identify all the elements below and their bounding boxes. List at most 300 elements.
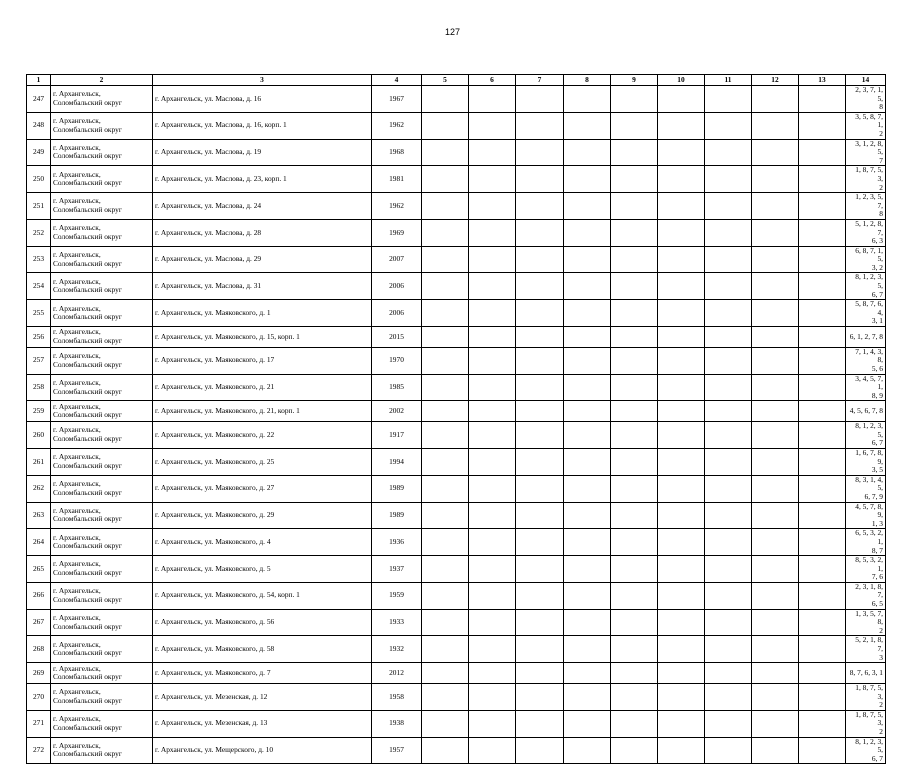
- codes-cell: [846, 166, 886, 193]
- empty-cell-col-8: [564, 347, 611, 374]
- empty-cell-col-13: [799, 300, 846, 327]
- empty-cell-col-9: [611, 609, 658, 636]
- address-cell: г. Архангельск, ул. Маяковского, д. 29: [153, 502, 372, 529]
- row-number: 252: [27, 219, 51, 246]
- table-row: [27, 556, 886, 583]
- year-cell: 1932: [372, 636, 422, 663]
- empty-cell-col-6: [469, 684, 516, 711]
- table-row: [27, 347, 886, 374]
- empty-cell-col-7: [516, 86, 564, 113]
- empty-cell-col-12: [752, 374, 799, 401]
- empty-cell-col-10: [658, 112, 705, 139]
- empty-cell-col-10: [658, 300, 705, 327]
- empty-cell-col-7: [516, 609, 564, 636]
- district-line: Соломбальский округ: [53, 514, 122, 524]
- table-row: [27, 475, 886, 502]
- row-number: 270: [27, 684, 51, 711]
- empty-cell-col-12: [752, 166, 799, 193]
- empty-cell-col-5: [422, 556, 469, 583]
- row-number: 268: [27, 636, 51, 663]
- codes-line: 3: [879, 652, 883, 662]
- empty-cell-col-9: [611, 556, 658, 583]
- empty-cell-col-5: [422, 166, 469, 193]
- codes-cell: [846, 663, 886, 684]
- empty-cell-col-5: [422, 347, 469, 374]
- empty-cell-col-7: [516, 663, 564, 684]
- empty-cell-col-11: [705, 684, 752, 711]
- empty-cell-col-10: [658, 737, 705, 764]
- empty-cell-col-5: [422, 475, 469, 502]
- district-cell: [51, 273, 153, 300]
- codes-line: 6, 7: [871, 753, 883, 763]
- district-line: Соломбальский округ: [53, 178, 122, 188]
- year-cell: 2006: [372, 273, 422, 300]
- year-cell: 1989: [372, 502, 422, 529]
- district-line: г. Архангельск,: [53, 612, 101, 622]
- codes-line: 2, 3, 1, 8, 7,: [855, 582, 883, 600]
- address-cell: г. Архангельск, ул. Маслова, д. 24: [153, 193, 372, 220]
- row-number: 266: [27, 582, 51, 609]
- column-header-14: 14: [846, 75, 886, 86]
- codes-cell: [846, 475, 886, 502]
- codes-line: 3, 4, 5, 7, 1,: [855, 374, 883, 392]
- codes-cell: [846, 246, 886, 273]
- district-line: Соломбальский округ: [53, 335, 122, 345]
- empty-cell-col-10: [658, 86, 705, 113]
- district-cell: [51, 166, 153, 193]
- district-cell: [51, 86, 153, 113]
- codes-cell: [846, 347, 886, 374]
- empty-cell-col-6: [469, 273, 516, 300]
- empty-cell-col-6: [469, 556, 516, 583]
- address-cell: г. Архангельск, ул. Маслова, д. 31: [153, 273, 372, 300]
- address-cell: г. Архангельск, ул. Маяковского, д. 21, корп. 1: [153, 401, 372, 422]
- codes-line: 8, 1, 2, 3, 5,: [855, 737, 883, 755]
- codes-line: 6, 3: [871, 236, 883, 246]
- codes-line: 2: [879, 726, 883, 736]
- district-cell: [51, 422, 153, 449]
- empty-cell-col-13: [799, 684, 846, 711]
- year-cell: 1981: [372, 166, 422, 193]
- year-cell: 1969: [372, 219, 422, 246]
- empty-cell-col-11: [705, 86, 752, 113]
- empty-cell-col-11: [705, 112, 752, 139]
- empty-cell-col-10: [658, 193, 705, 220]
- codes-cell: [846, 502, 886, 529]
- empty-cell-col-8: [564, 737, 611, 764]
- district-line: Соломбальский округ: [53, 594, 122, 604]
- empty-cell-col-11: [705, 663, 752, 684]
- district-line: г. Архангельск,: [53, 401, 101, 411]
- district-cell: [51, 193, 153, 220]
- empty-cell-col-7: [516, 273, 564, 300]
- district-line: г. Архангельск,: [53, 663, 101, 673]
- empty-cell-col-9: [611, 193, 658, 220]
- empty-cell-col-12: [752, 347, 799, 374]
- table-row: [27, 300, 886, 327]
- empty-cell-col-7: [516, 475, 564, 502]
- codes-line: 6, 1, 2, 7, 8: [849, 331, 883, 341]
- empty-cell-col-5: [422, 300, 469, 327]
- address-cell: г. Архангельск, ул. Маяковского, д. 25: [153, 448, 372, 475]
- empty-cell-col-6: [469, 374, 516, 401]
- empty-cell-col-11: [705, 556, 752, 583]
- address-cell: г. Архангельск, ул. Маслова, д. 16: [153, 86, 372, 113]
- table-row: [27, 737, 886, 764]
- codes-line: 3, 5: [871, 465, 883, 475]
- codes-cell: [846, 684, 886, 711]
- empty-cell-col-8: [564, 327, 611, 348]
- address-cell: г. Архангельск, ул. Маяковского, д. 4: [153, 529, 372, 556]
- codes-line: 8, 7, 6, 3, 1: [849, 667, 883, 677]
- address-cell: г. Архангельск, ул. Маяковского, д. 5: [153, 556, 372, 583]
- empty-cell-col-12: [752, 475, 799, 502]
- row-number: 248: [27, 112, 51, 139]
- codes-line: 3, 5, 8, 7, 1,: [855, 112, 883, 130]
- address-cell: г. Архангельск, ул. Маяковского, д. 56: [153, 609, 372, 636]
- address-cell: г. Архангельск, ул. Маслова, д. 19: [153, 139, 372, 166]
- empty-cell-col-9: [611, 663, 658, 684]
- codes-cell: [846, 86, 886, 113]
- empty-cell-col-9: [611, 529, 658, 556]
- district-line: Соломбальский округ: [53, 648, 122, 658]
- district-cell: [51, 502, 153, 529]
- district-line: Соломбальский округ: [53, 621, 122, 631]
- empty-cell-col-6: [469, 475, 516, 502]
- row-number: 253: [27, 246, 51, 273]
- table-row: [27, 422, 886, 449]
- empty-cell-col-10: [658, 529, 705, 556]
- district-line: Соломбальский округ: [53, 312, 122, 322]
- empty-cell-col-13: [799, 374, 846, 401]
- empty-cell-col-9: [611, 502, 658, 529]
- codes-cell: [846, 401, 886, 422]
- codes-line: 8, 1, 2, 3, 5,: [855, 421, 883, 439]
- district-line: г. Архангельск,: [53, 276, 101, 286]
- empty-cell-col-13: [799, 139, 846, 166]
- empty-cell-col-11: [705, 502, 752, 529]
- codes-line: 8: [879, 209, 883, 219]
- housing-table: [26, 74, 886, 764]
- codes-line: 8, 1, 2, 3, 5,: [855, 272, 883, 291]
- table-row: [27, 609, 886, 636]
- empty-cell-col-10: [658, 475, 705, 502]
- codes-cell: [846, 273, 886, 300]
- year-cell: 2012: [372, 663, 422, 684]
- codes-cell: [846, 300, 886, 327]
- empty-cell-col-6: [469, 663, 516, 684]
- row-number: 250: [27, 166, 51, 193]
- district-line: г. Архангельск,: [53, 586, 101, 596]
- empty-cell-col-13: [799, 737, 846, 764]
- address-cell: г. Архангельск, ул. Маслова, д. 23, корп. 1: [153, 166, 372, 193]
- empty-cell-col-9: [611, 112, 658, 139]
- table-row: [27, 448, 886, 475]
- empty-cell-col-7: [516, 193, 564, 220]
- empty-cell-col-5: [422, 327, 469, 348]
- empty-cell-col-5: [422, 737, 469, 764]
- codes-line: 1, 8, 7, 5, 3,: [855, 710, 883, 728]
- empty-cell-col-12: [752, 582, 799, 609]
- district-line: Соломбальский округ: [53, 151, 122, 161]
- empty-cell-col-8: [564, 475, 611, 502]
- empty-cell-col-12: [752, 246, 799, 273]
- empty-cell-col-6: [469, 582, 516, 609]
- empty-cell-col-10: [658, 556, 705, 583]
- year-cell: 1962: [372, 112, 422, 139]
- district-cell: [51, 374, 153, 401]
- empty-cell-col-12: [752, 609, 799, 636]
- codes-line: 2: [879, 182, 883, 192]
- year-cell: 1937: [372, 556, 422, 583]
- district-line: г. Архангельск,: [53, 142, 101, 152]
- table-row: [27, 529, 886, 556]
- column-header-12: 12: [752, 75, 799, 86]
- column-header-13: 13: [799, 75, 846, 86]
- codes-line: 3, 1: [871, 316, 883, 326]
- codes-line: 2, 3, 7, 1, 5,: [855, 85, 883, 103]
- empty-cell-col-7: [516, 737, 564, 764]
- district-line: г. Архангельск,: [53, 327, 101, 337]
- empty-cell-col-13: [799, 475, 846, 502]
- empty-cell-col-8: [564, 273, 611, 300]
- codes-line: 2: [879, 128, 883, 138]
- empty-cell-col-8: [564, 112, 611, 139]
- empty-cell-col-10: [658, 246, 705, 273]
- empty-cell-col-10: [658, 582, 705, 609]
- table-row: [27, 166, 886, 193]
- empty-cell-col-11: [705, 347, 752, 374]
- empty-cell-col-5: [422, 529, 469, 556]
- empty-cell-col-10: [658, 422, 705, 449]
- column-header-5: 5: [422, 75, 469, 86]
- district-line: Соломбальский округ: [53, 541, 122, 551]
- year-cell: 1958: [372, 684, 422, 711]
- year-cell: 2015: [372, 327, 422, 348]
- district-cell: [51, 475, 153, 502]
- empty-cell-col-11: [705, 300, 752, 327]
- empty-cell-col-8: [564, 219, 611, 246]
- address-cell: г. Архангельск, ул. Маяковского, д. 58: [153, 636, 372, 663]
- empty-cell-col-5: [422, 246, 469, 273]
- empty-cell-col-11: [705, 166, 752, 193]
- district-line: г. Архангельск,: [53, 639, 101, 649]
- empty-cell-col-5: [422, 502, 469, 529]
- empty-cell-col-6: [469, 86, 516, 113]
- codes-line: 1, 6, 7, 8, 9,: [855, 448, 883, 466]
- district-cell: [51, 556, 153, 583]
- address-cell: г. Архангельск, ул. Маяковского, д. 21: [153, 374, 372, 401]
- empty-cell-col-7: [516, 112, 564, 139]
- empty-cell-col-8: [564, 401, 611, 422]
- codes-line: 7, 1, 4, 3, 8,: [855, 347, 883, 365]
- empty-cell-col-7: [516, 529, 564, 556]
- codes-cell: [846, 422, 886, 449]
- empty-cell-col-9: [611, 448, 658, 475]
- empty-cell-col-7: [516, 327, 564, 348]
- empty-cell-col-10: [658, 448, 705, 475]
- district-line: г. Архангельск,: [53, 223, 101, 233]
- table-row: [27, 710, 886, 737]
- table-row: [27, 582, 886, 609]
- empty-cell-col-10: [658, 166, 705, 193]
- district-cell: [51, 327, 153, 348]
- empty-cell-col-13: [799, 529, 846, 556]
- empty-cell-col-7: [516, 684, 564, 711]
- codes-line: 8, 5, 3, 2, 1,: [855, 555, 883, 573]
- empty-cell-col-5: [422, 609, 469, 636]
- district-line: Соломбальский округ: [53, 460, 122, 470]
- empty-cell-col-9: [611, 475, 658, 502]
- empty-cell-col-8: [564, 166, 611, 193]
- codes-cell: [846, 193, 886, 220]
- codes-cell: [846, 112, 886, 139]
- empty-cell-col-8: [564, 374, 611, 401]
- district-cell: [51, 300, 153, 327]
- row-number: 271: [27, 710, 51, 737]
- district-line: Соломбальский округ: [53, 285, 122, 295]
- district-cell: [51, 609, 153, 636]
- address-cell: г. Архангельск, ул. Маяковского, д. 15, корп. 1: [153, 327, 372, 348]
- column-header-9: 9: [611, 75, 658, 86]
- empty-cell-col-12: [752, 663, 799, 684]
- district-line: г. Архангельск,: [53, 116, 101, 126]
- column-header-7: 7: [516, 75, 564, 86]
- empty-cell-col-13: [799, 556, 846, 583]
- empty-cell-col-8: [564, 86, 611, 113]
- empty-cell-col-8: [564, 139, 611, 166]
- empty-cell-col-11: [705, 193, 752, 220]
- empty-cell-col-7: [516, 710, 564, 737]
- table-row: [27, 193, 886, 220]
- codes-line: 5, 1, 2, 8, 7,: [855, 219, 883, 237]
- district-cell: [51, 139, 153, 166]
- empty-cell-col-10: [658, 710, 705, 737]
- empty-cell-col-6: [469, 737, 516, 764]
- empty-cell-col-7: [516, 347, 564, 374]
- empty-cell-col-6: [469, 609, 516, 636]
- district-cell: [51, 347, 153, 374]
- empty-cell-col-9: [611, 86, 658, 113]
- codes-line: 6, 8, 7, 1, 5,: [855, 246, 883, 264]
- empty-cell-col-7: [516, 422, 564, 449]
- empty-cell-col-13: [799, 86, 846, 113]
- codes-line: 3, 2: [871, 262, 883, 272]
- empty-cell-col-6: [469, 219, 516, 246]
- empty-cell-col-10: [658, 327, 705, 348]
- district-line: Соломбальский округ: [53, 487, 122, 497]
- year-cell: 2007: [372, 246, 422, 273]
- row-number: 264: [27, 529, 51, 556]
- codes-line: 8: [879, 102, 883, 112]
- address-cell: г. Архангельск, ул. Маслова, д. 16, корп. 1: [153, 112, 372, 139]
- district-line: Соломбальский округ: [53, 124, 122, 134]
- empty-cell-col-8: [564, 448, 611, 475]
- year-cell: 2006: [372, 300, 422, 327]
- district-line: г. Архангельск,: [53, 740, 101, 750]
- empty-cell-col-5: [422, 710, 469, 737]
- column-header-11: 11: [705, 75, 752, 86]
- empty-cell-col-11: [705, 582, 752, 609]
- district-line: Соломбальский округ: [53, 386, 122, 396]
- empty-cell-col-13: [799, 193, 846, 220]
- codes-line: 6, 7: [871, 289, 883, 299]
- codes-cell: [846, 529, 886, 556]
- empty-cell-col-13: [799, 609, 846, 636]
- empty-cell-col-13: [799, 246, 846, 273]
- table-row: [27, 86, 886, 113]
- year-cell: 1994: [372, 448, 422, 475]
- table-row: [27, 684, 886, 711]
- empty-cell-col-6: [469, 327, 516, 348]
- empty-cell-col-8: [564, 582, 611, 609]
- codes-line: 5, 6: [871, 364, 883, 374]
- page-number: 127: [444, 27, 461, 37]
- row-number: 263: [27, 502, 51, 529]
- empty-cell-col-13: [799, 273, 846, 300]
- empty-cell-col-12: [752, 448, 799, 475]
- empty-cell-col-6: [469, 246, 516, 273]
- empty-cell-col-13: [799, 663, 846, 684]
- district-line: Соломбальский округ: [53, 97, 122, 107]
- address-cell: г. Архангельск, ул. Мещерского, д. 10: [153, 737, 372, 764]
- empty-cell-col-6: [469, 347, 516, 374]
- codes-line: 7: [879, 155, 883, 165]
- table-row: [27, 273, 886, 300]
- codes-line: 4, 5, 6, 7, 8: [849, 405, 883, 415]
- empty-cell-col-8: [564, 502, 611, 529]
- empty-cell-col-12: [752, 219, 799, 246]
- empty-cell-col-12: [752, 422, 799, 449]
- empty-cell-col-12: [752, 273, 799, 300]
- year-cell: 1970: [372, 347, 422, 374]
- codes-line: 8, 3, 1, 4, 5,: [855, 475, 883, 493]
- empty-cell-col-5: [422, 193, 469, 220]
- empty-cell-col-11: [705, 246, 752, 273]
- empty-cell-col-6: [469, 401, 516, 422]
- codes-line: 1, 2, 3, 5, 7,: [855, 192, 883, 210]
- empty-cell-col-11: [705, 273, 752, 300]
- district-line: Соломбальский округ: [53, 722, 122, 732]
- codes-line: 2: [879, 700, 883, 710]
- empty-cell-col-10: [658, 401, 705, 422]
- empty-cell-col-13: [799, 112, 846, 139]
- empty-cell-col-8: [564, 663, 611, 684]
- table-row: [27, 246, 886, 273]
- empty-cell-col-5: [422, 86, 469, 113]
- empty-cell-col-5: [422, 139, 469, 166]
- empty-cell-col-11: [705, 401, 752, 422]
- empty-cell-col-6: [469, 193, 516, 220]
- empty-cell-col-8: [564, 300, 611, 327]
- row-number: 261: [27, 448, 51, 475]
- district-line: г. Архангельск,: [53, 532, 101, 542]
- empty-cell-col-12: [752, 710, 799, 737]
- empty-cell-col-11: [705, 327, 752, 348]
- empty-cell-col-7: [516, 556, 564, 583]
- row-number: 267: [27, 609, 51, 636]
- address-cell: г. Архангельск, ул. Маслова, д. 29: [153, 246, 372, 273]
- empty-cell-col-11: [705, 529, 752, 556]
- codes-line: 7, 6: [871, 572, 883, 582]
- empty-cell-col-8: [564, 609, 611, 636]
- empty-cell-col-6: [469, 112, 516, 139]
- empty-cell-col-6: [469, 166, 516, 193]
- empty-cell-col-13: [799, 422, 846, 449]
- district-cell: [51, 663, 153, 684]
- district-line: г. Архангельск,: [53, 89, 101, 99]
- empty-cell-col-13: [799, 582, 846, 609]
